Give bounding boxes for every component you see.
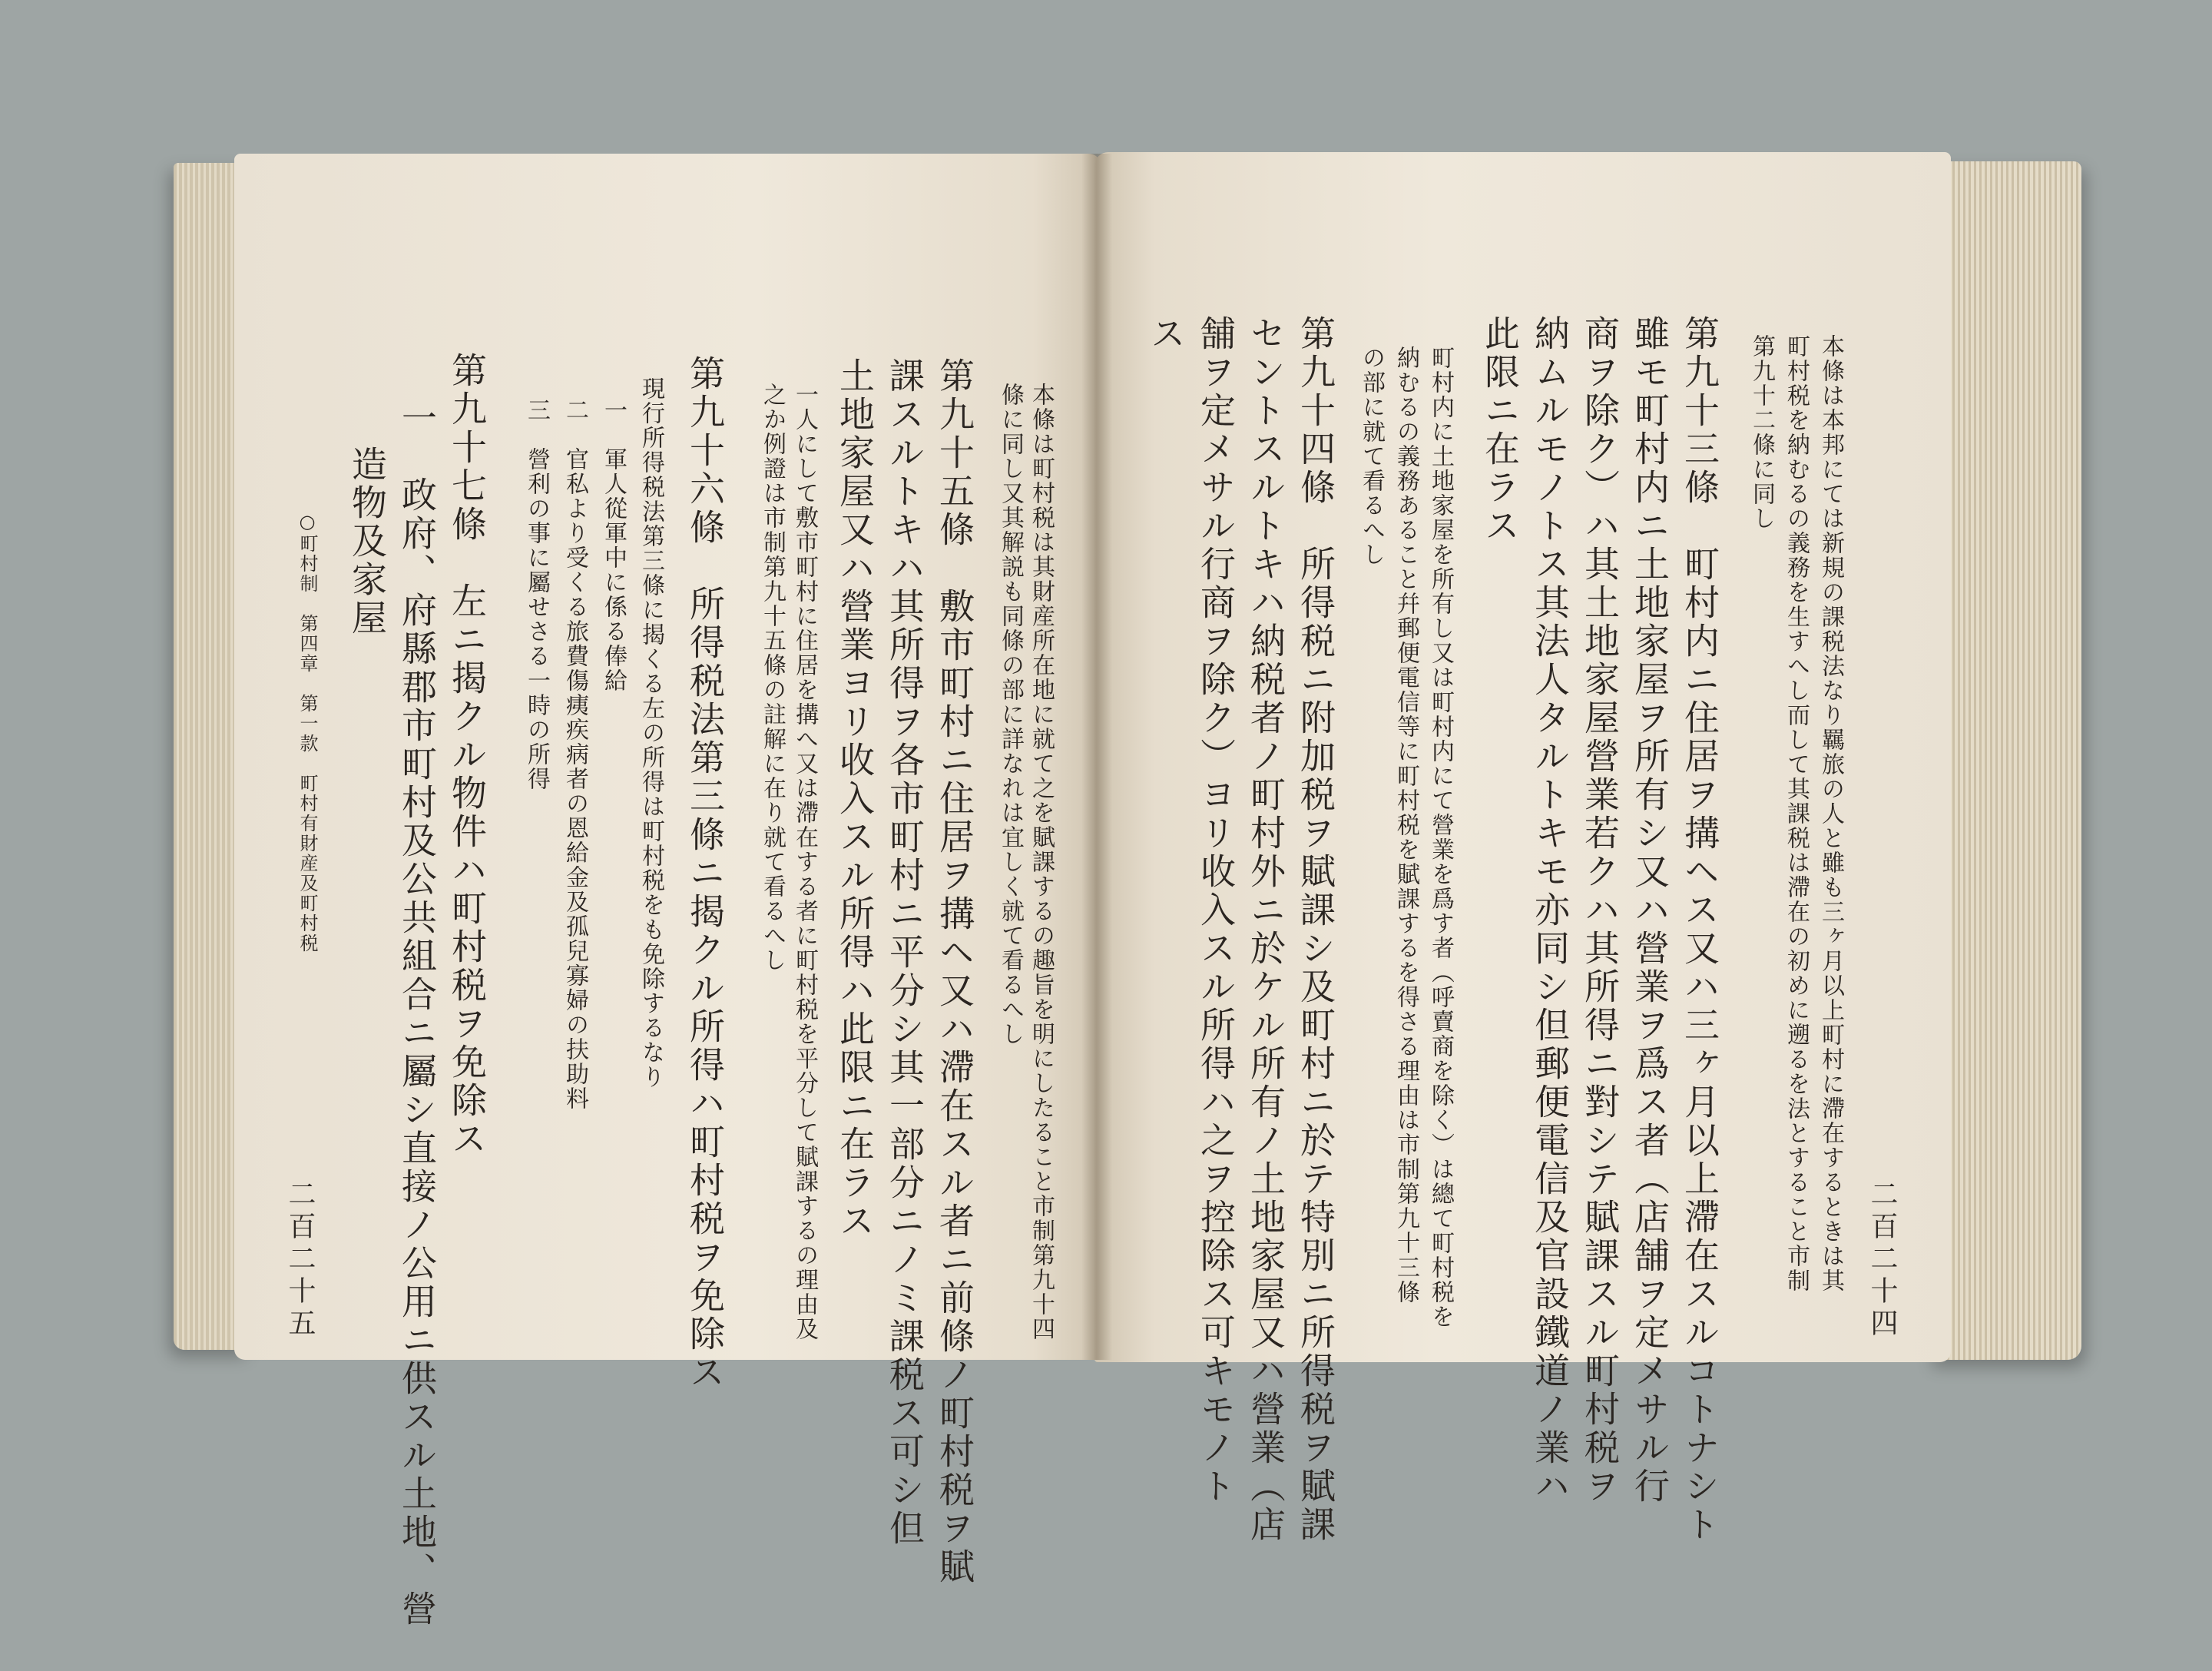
art93-line-2: 雖モ町村内ニ土地家屋ヲ所有シ又ハ營業ヲ爲ス者（店舗ヲ定メサル行: [1629, 315, 1671, 1506]
item96-2: 二 官私より受くる旅費傷痍疾病者の恩給金及孤兒寡婦の扶助料: [561, 398, 588, 1111]
art96-heading: 第九十六條 所得税法第三條ニ揭クル所得ハ町村税ヲ免除ス: [684, 355, 726, 1392]
art97-item-1: 一 政府、府縣郡市町村及公共組合ニ屬シ直接ノ公用ニ供スル土地、營: [396, 400, 438, 1629]
right-page-number: 二百二十四: [1866, 1179, 1898, 1341]
right-intro-line-2: 町村税を納むるの義務を生すへし而して其課税は滯在の初めに遡るを法とすること市制: [1783, 334, 1810, 1293]
right-page-edges: [1928, 161, 2081, 1360]
running-head: ○町村制 第四章 第一款 町村有財産及町村税: [296, 511, 318, 953]
note95-line-2: 之か例證は市制第九十五條の註解に在り就て看るへし: [759, 383, 786, 973]
art97-item-1-cont: 造物及家屋: [346, 446, 388, 638]
art95-line-3: 土地家屋又ハ營業ヨリ收入スル所得ハ此限ニ在ラス: [834, 357, 876, 1241]
art93-line-3: 商ヲ除ク）ハ其土地家屋營業若クハ其所得ニ對シテ賦課スル町村税ヲ: [1579, 315, 1621, 1506]
book-gutter: [1081, 154, 1112, 1360]
art94-line-3: 舗ヲ定メサル行商ヲ除ク）ヨリ收入スル所得ハ之ヲ控除ス可キモノト: [1195, 315, 1237, 1506]
art93-line-4: 納ムルモノトス其法人タルトキモ亦同シ但郵便電信及官設鐵道ノ業ハ: [1529, 315, 1571, 1506]
art94-line-2: セントスルトキハ納税者ノ町村外ニ於ケル所有ノ土地家屋又ハ營業（店: [1245, 315, 1286, 1544]
art94-line-4: ス: [1145, 315, 1187, 353]
item96-3: 三 營利の事に屬せさる一時の所得: [523, 398, 550, 791]
art97-heading: 第九十七條 左ニ揭クル物件ハ町村税ヲ免除ス: [446, 352, 488, 1159]
art93-heading-line-1: 第九十三條 町村内ニ住居ヲ搆ヘス又ハ三ヶ月以上滯在スルコトナシト: [1679, 315, 1720, 1544]
art95-line-2: 課スルトキハ其所得ヲ各市町村ニ平分シ其一部分ニノミ課税ス可シ但: [884, 357, 926, 1548]
note95-line-1: 一人にして敷市町村に住居を搆へ又は滯在する者に町村税を平分して賦課するの理由及: [791, 383, 818, 1341]
note93-line-1: 町村内に土地家屋を所有し又は町村内にて營業を爲す者（呼賣商を除く）は總て町村税を: [1427, 346, 1454, 1329]
item96-1: 一 軍人從軍中に係る俸給: [600, 398, 627, 693]
note96-line: 現行所得税法第三條に揭くる左の所得は町村税をも免除するなり: [637, 376, 664, 1089]
right-intro-line-1: 本條は本邦にては新規の課税法なり羈旅の人と雖も三ヶ月以上町村に滯在するときは其: [1817, 334, 1844, 1293]
left-page-number: 二百二十五: [284, 1179, 316, 1341]
left-intro-line-1: 本條は町村税は其財産所在地に就て之を賦課するの趣旨を明にしたること市制第九十四: [1028, 383, 1055, 1341]
art93-line-5: 此限ニ在ラス: [1479, 315, 1521, 545]
right-intro-line-3: 第九十二條に同し: [1748, 334, 1775, 531]
art94-heading-line-1: 第九十四條 所得税ニ附加税ヲ賦課シ及町村ニ於テ特別ニ所得税ヲ賦課: [1295, 315, 1336, 1544]
note93-line-2: 納むるの義務あること幷郵便電信等に町村税を賦課するを得さる理由は市制第九十三條: [1392, 346, 1419, 1305]
left-intro-line-2: 條に同し又其解説も同條の部に詳なれは宜しく就て看るへし: [997, 383, 1024, 1046]
art95-heading-line-1: 第九十五條 敷市町村ニ住居ヲ搆ヘ又ハ滯在スル者ニ前條ノ町村税ヲ賦: [934, 357, 975, 1586]
note93-line-3: の部に就て看るへし: [1358, 346, 1385, 567]
